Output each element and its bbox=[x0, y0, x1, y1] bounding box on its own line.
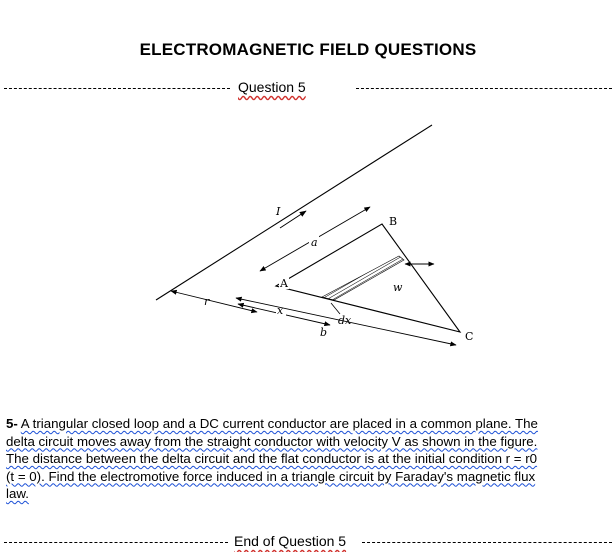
vertex-C: C bbox=[465, 330, 474, 343]
dashed-rule-right bbox=[356, 88, 612, 89]
dashed-rule-right bbox=[362, 542, 612, 543]
label-dx: dx bbox=[338, 314, 352, 327]
vertex-A: A bbox=[280, 277, 288, 290]
problem-line-4: (t = 0). Find the electromotive force induced in a triangle circuit by Faraday's magnetic flux bbox=[6, 468, 536, 484]
page-title: ELECTROMAGNETIC FIELD QUESTIONS bbox=[139, 40, 477, 59]
problem-line-1: A triangular closed loop and a DC current conductor are placed in a common plane. The bbox=[20, 416, 538, 431]
label-a: a bbox=[311, 236, 318, 249]
label-w: w bbox=[393, 281, 403, 294]
label-r: r bbox=[204, 295, 210, 308]
dim-r bbox=[171, 291, 257, 312]
vertex-B: B bbox=[389, 215, 398, 228]
section-heading: Question 5 bbox=[238, 79, 306, 95]
problem-line-3: The distance between the delta circuit and the flat conductor is at the initial condition r = r0 bbox=[6, 451, 538, 466]
loop-diagram bbox=[0, 100, 616, 400]
problem-line-2: delta circuit moves away from the straight conductor with velocity V as shown in the figure. bbox=[6, 433, 538, 449]
section-divider-start bbox=[4, 79, 612, 97]
label-b: b bbox=[320, 326, 328, 339]
dashed-rule-left bbox=[4, 542, 228, 543]
problem-number: 5- bbox=[6, 416, 18, 431]
section-divider-end bbox=[4, 533, 612, 551]
problem-line-5: law. bbox=[6, 486, 29, 501]
label-x: x bbox=[277, 304, 284, 317]
straight-conductor bbox=[156, 125, 432, 300]
dx-strip bbox=[322, 256, 404, 300]
dashed-rule-left bbox=[4, 88, 230, 89]
section-end-heading: End of Question 5 bbox=[234, 533, 347, 549]
problem-statement bbox=[6, 415, 608, 503]
current-label: I bbox=[276, 205, 281, 218]
